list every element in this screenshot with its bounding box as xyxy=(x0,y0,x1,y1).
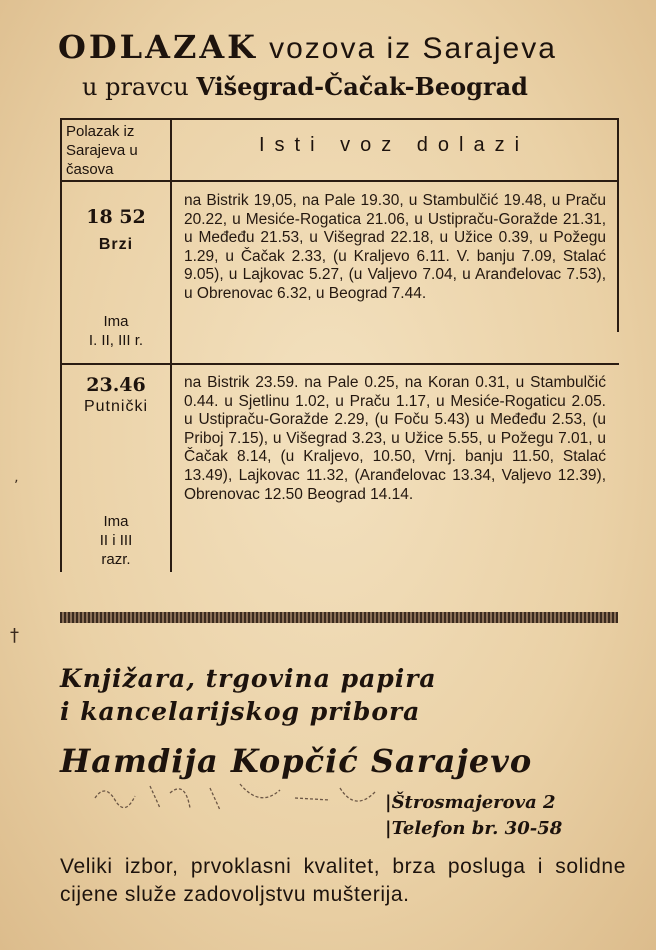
row1-time: 18 52 xyxy=(86,206,146,228)
handwritten-scribble-icon xyxy=(90,778,380,818)
ad-company-name: Hamdija Kopčić Sarajevo xyxy=(60,742,533,780)
col-header-departure: Polazak iz Sarajeva u časova xyxy=(66,123,138,178)
ad-line1: Knjižara, trgovina papira xyxy=(60,664,437,693)
margin-mark-icon: ʼ xyxy=(14,478,19,494)
header-divider xyxy=(62,180,619,182)
col-header-arrival: Isti voz dolazi xyxy=(258,134,530,156)
row2-classes-line1: Ima xyxy=(103,513,129,530)
ad-address xyxy=(385,790,625,842)
subtitle-prefix: u pravcu xyxy=(82,73,189,101)
title-word: ODLAZAK xyxy=(58,28,258,66)
row2-classes xyxy=(62,512,170,569)
table-right-border xyxy=(617,120,619,332)
row2-time-block xyxy=(62,374,170,416)
row1-train-type: Brzi xyxy=(98,236,134,253)
row2-time: 23.46 xyxy=(86,374,146,396)
row1-classes xyxy=(62,312,170,350)
margin-mark-icon: † xyxy=(10,625,19,646)
subtitle-route: Višegrad-Čačak-Beograd xyxy=(196,72,528,101)
title-rest: vozova iz Sarajeva xyxy=(269,32,557,65)
page-subtitle xyxy=(82,72,622,101)
decorative-divider xyxy=(60,612,618,623)
row2-classes-line2: II i III xyxy=(99,532,133,549)
row1-classes-line1: Ima xyxy=(103,313,129,330)
ad-phone: |Telefon br. 30-58 xyxy=(385,818,563,839)
ad-slogan: Veliki izbor, prvoklasni kvalitet, brza posluga i solidne cijene služe zadovoljstvu mušterija. xyxy=(60,855,626,906)
ad-heading xyxy=(60,662,620,728)
row2-classes-line3: razr. xyxy=(101,551,131,568)
timetable xyxy=(60,118,619,572)
row1-time-block xyxy=(62,206,170,254)
page-title xyxy=(58,28,628,66)
row1-classes-line2: I. II, III r. xyxy=(88,332,144,349)
column-divider xyxy=(170,120,172,572)
row-divider xyxy=(62,363,619,365)
row2-train-type: Putnički xyxy=(83,398,149,415)
row2-stops: na Bistrik 23.59. na Pale 0.25, na Koran 0.31, u Stambulčić 0.44. u Sjetlinu 1.02, u Praču 1.17, u Mesiće-Rogaticu 2.05. u Ustipraču-Goražde 2.29, (u Foču 5.43) u Međeđu 2.53, (u Priboj 7.15), u Višegrad 3.23, u Užice 5.55, u Požegu 7.01, u Čačak 8.14, (u Kraljevo, 10.50, Vrnj. banju 11.50, Stalać 13.49), Lajkovac 11.32, (Aranđelovac 13.34, Valjevo 12.39), Obrenovac 12.50 Beograd 14.14. xyxy=(184,374,606,503)
ad-line2: i kancelarijskog pribora xyxy=(60,697,421,726)
row1-stops: na Bistrik 19,05, na Pale 19.30, u Stambulčić 19.48, u Praču 20.22, u Mesiće-Rogatica 21.06, u Ustipraču-Goražde 21.31, u Međeđu 21.53, u Višegrad 22.18, u Užice 0.39, u Požegu 1.29, u Čačak 2.33, (u Kraljevo 6.11. V. banju 7.09, Stalać 9.05), u Lajkovac 5.27, (u Valjevo 7.04, u Aranđelovac 7.53), u Obrenovac 6.32, u Beograd 7.44. xyxy=(184,192,606,302)
ad-street: |Štrosmajerova 2 xyxy=(385,792,556,813)
